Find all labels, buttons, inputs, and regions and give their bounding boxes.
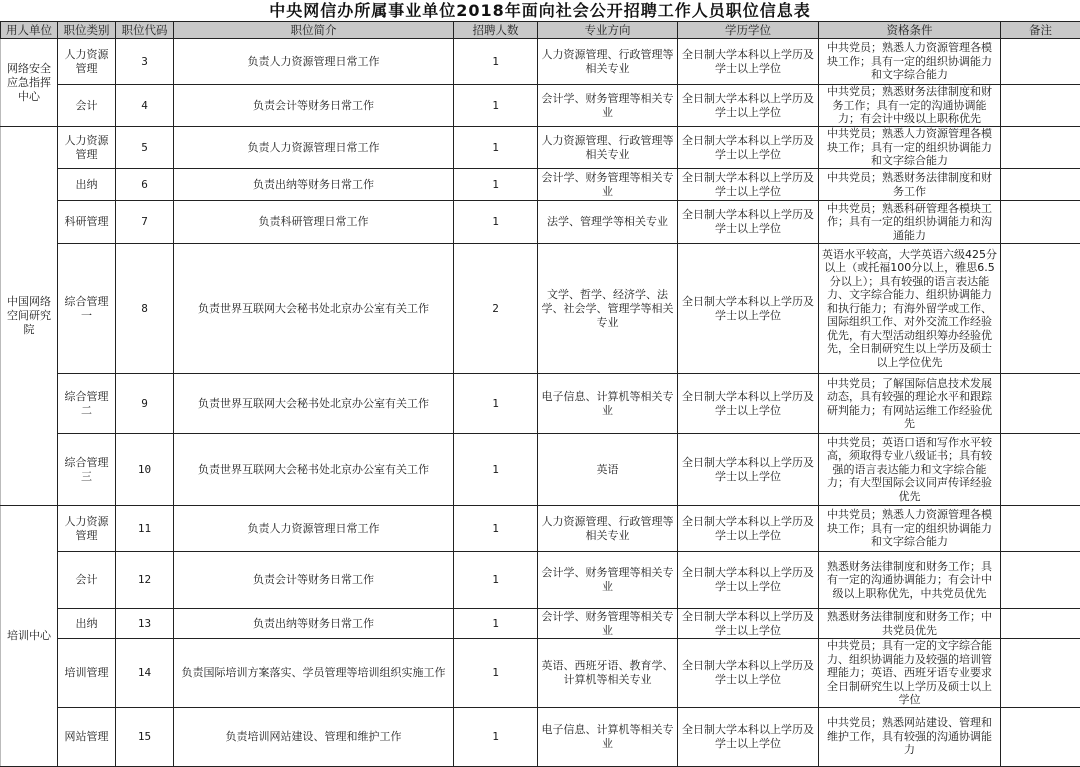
major-direction-cell: 人力资源管理、行政管理等相关专业 [538,39,678,85]
table-row [1,506,1080,552]
degree-requirement-cell: 全日制大学本科以上学历及学士以上学位 [678,609,819,639]
major-direction-cell: 会计学、财务管理等相关专业 [538,552,678,609]
remark-cell [1001,201,1080,244]
remark-cell [1001,707,1080,766]
employer-unit: 中国网络空间研究院 [1,127,58,506]
major-direction-cell: 文学、哲学、经济学、法学、社会学、管理学等相关专业 [538,244,678,374]
job-intro-cell: 负责世界互联网大会秘书处北京办公室有关工作 [174,434,454,506]
job-category-cell: 综合管理一 [58,244,116,374]
job-code-cell: 8 [116,244,174,374]
major-direction-cell: 法学、管理学等相关专业 [538,201,678,244]
table-row [1,434,1080,506]
job-code-cell: 14 [116,639,174,708]
job-code-cell: 13 [116,609,174,639]
qualification-cell: 中共党员；熟悉网站建设、管理和维护工作，具有较强的沟通协调能力 [819,707,1001,766]
header-remark: 备注 [1001,22,1080,39]
job-code-cell: 12 [116,552,174,609]
hire-count-cell: 1 [454,707,538,766]
job-code-cell: 6 [116,169,174,201]
header-degree: 学历学位 [678,22,819,39]
major-direction-cell: 电子信息、计算机等相关专业 [538,374,678,434]
job-category-cell: 会计 [58,552,116,609]
hire-count-cell: 1 [454,374,538,434]
degree-requirement-cell: 全日制大学本科以上学历及学士以上学位 [678,85,819,127]
hire-count-cell: 1 [454,434,538,506]
job-code-cell: 11 [116,506,174,552]
header-count: 招聘人数 [454,22,538,39]
degree-requirement-cell: 全日制大学本科以上学历及学士以上学位 [678,707,819,766]
qualification-cell: 中共党员；英语口语和写作水平较高，须取得专业八级证书；具有较强的语言表达能力和文字综合能力；有大型国际会议同声传译经验优先 [819,434,1001,506]
major-direction-cell: 英语 [538,434,678,506]
job-code-cell: 10 [116,434,174,506]
hire-count-cell: 1 [454,639,538,708]
qualification-cell: 熟悉财务法律制度和财务工作；具有一定的沟通协调能力；有会计中级以上职称优先，中共党员优先 [819,552,1001,609]
qualification-cell: 中共党员；熟悉人力资源管理各模块工作；具有一定的组织协调能力和文字综合能力 [819,506,1001,552]
remark-cell [1001,506,1080,552]
table-row [1,201,1080,244]
header-unit: 用人单位 [1,22,58,39]
major-direction-cell: 人力资源管理、行政管理等相关专业 [538,127,678,169]
remark-cell [1001,552,1080,609]
hire-count-cell: 1 [454,201,538,244]
degree-requirement-cell: 全日制大学本科以上学历及学士以上学位 [678,201,819,244]
hire-count-cell: 1 [454,39,538,85]
job-intro-cell: 负责出纳等财务日常工作 [174,169,454,201]
degree-requirement-cell: 全日制大学本科以上学历及学士以上学位 [678,244,819,374]
remark-cell [1001,244,1080,374]
hire-count-cell: 1 [454,506,538,552]
major-direction-cell: 会计学、财务管理等相关专业 [538,85,678,127]
job-intro-cell: 负责出纳等财务日常工作 [174,609,454,639]
job-category-cell: 培训管理 [58,639,116,708]
job-code-cell: 4 [116,85,174,127]
qualification-cell: 熟悉财务法律制度和财务工作；中共党员优先 [819,609,1001,639]
job-category-cell: 人力资源管理 [58,127,116,169]
table-row [1,707,1080,766]
job-category-cell: 综合管理二 [58,374,116,434]
job-code-cell: 15 [116,707,174,766]
degree-requirement-cell: 全日制大学本科以上学历及学士以上学位 [678,127,819,169]
job-code-cell: 3 [116,39,174,85]
table-row [1,244,1080,374]
degree-requirement-cell: 全日制大学本科以上学历及学士以上学位 [678,169,819,201]
job-category-cell: 综合管理三 [58,434,116,506]
table-row [1,169,1080,201]
header-code: 职位代码 [116,22,174,39]
table-row [1,39,1080,85]
job-intro-cell: 负责人力资源管理日常工作 [174,127,454,169]
employer-unit: 培训中心 [1,506,58,767]
job-intro-cell: 负责世界互联网大会秘书处北京办公室有关工作 [174,244,454,374]
remark-cell [1001,609,1080,639]
header-qualification: 资格条件 [819,22,1001,39]
hire-count-cell: 2 [454,244,538,374]
remark-cell [1001,85,1080,127]
hire-count-cell: 1 [454,169,538,201]
major-direction-cell: 会计学、财务管理等相关专业 [538,609,678,639]
job-category-cell: 出纳 [58,609,116,639]
job-code-cell: 5 [116,127,174,169]
job-category-cell: 人力资源管理 [58,39,116,85]
qualification-cell: 中共党员；熟悉人力资源管理各模块工作；具有一定的组织协调能力和文字综合能力 [819,127,1001,169]
remark-cell [1001,639,1080,708]
hire-count-cell: 1 [454,552,538,609]
degree-requirement-cell: 全日制大学本科以上学历及学士以上学位 [678,374,819,434]
degree-requirement-cell: 全日制大学本科以上学历及学士以上学位 [678,552,819,609]
job-intro-cell: 负责人力资源管理日常工作 [174,506,454,552]
page-title: 中央网信办所属事业单位2018年面向社会公开招聘工作人员职位信息表 [0,0,1080,21]
job-category-cell: 科研管理 [58,201,116,244]
qualification-cell: 中共党员；了解国际信息技术发展动态，具有较强的理论水平和跟踪研判能力；有网站运维工作经验优先 [819,374,1001,434]
degree-requirement-cell: 全日制大学本科以上学历及学士以上学位 [678,39,819,85]
table-row [1,374,1080,434]
qualification-cell: 中共党员；熟悉人力资源管理各模块工作；具有一定的组织协调能力和文字综合能力 [819,39,1001,85]
hire-count-cell: 1 [454,127,538,169]
employer-unit: 网络安全应急指挥中心 [1,39,58,127]
job-intro-cell: 负责会计等财务日常工作 [174,85,454,127]
degree-requirement-cell: 全日制大学本科以上学历及学士以上学位 [678,434,819,506]
qualification-cell: 中共党员；具有一定的文字综合能力、组织协调能力及较强的培训管理能力；英语、西班牙语专业要求全日制研究生以上学历及硕士以上学位 [819,639,1001,708]
hire-count-cell: 1 [454,85,538,127]
job-category-cell: 出纳 [58,169,116,201]
header-category: 职位类别 [58,22,116,39]
degree-requirement-cell: 全日制大学本科以上学历及学士以上学位 [678,506,819,552]
table-row [1,609,1080,639]
qualification-cell: 中共党员；熟悉财务法律制度和财务工作 [819,169,1001,201]
table-row [1,639,1080,708]
major-direction-cell: 会计学、财务管理等相关专业 [538,169,678,201]
job-intro-cell: 负责人力资源管理日常工作 [174,39,454,85]
major-direction-cell: 英语、西班牙语、教育学、计算机等相关专业 [538,639,678,708]
hire-count-cell: 1 [454,609,538,639]
qualification-cell: 中共党员；熟悉科研管理各模块工作；具有一定的组织协调能力和沟通能力 [819,201,1001,244]
job-intro-cell: 负责世界互联网大会秘书处北京办公室有关工作 [174,374,454,434]
table-row [1,552,1080,609]
header-major: 专业方向 [538,22,678,39]
job-intro-cell: 负责国际培训方案落实、学员管理等培训组织实施工作 [174,639,454,708]
table-row [1,127,1080,169]
job-code-cell: 9 [116,374,174,434]
remark-cell [1001,434,1080,506]
job-intro-cell: 负责会计等财务日常工作 [174,552,454,609]
job-intro-cell: 负责科研管理日常工作 [174,201,454,244]
remark-cell [1001,127,1080,169]
job-category-cell: 网站管理 [58,707,116,766]
job-intro-cell: 负责培训网站建设、管理和维护工作 [174,707,454,766]
qualification-cell: 中共党员；熟悉财务法律制度和财务工作；具有一定的沟通协调能力；有会计中级以上职称优先 [819,85,1001,127]
header-row [1,22,1080,39]
major-direction-cell: 电子信息、计算机等相关专业 [538,707,678,766]
major-direction-cell: 人力资源管理、行政管理等相关专业 [538,506,678,552]
remark-cell [1001,169,1080,201]
job-category-cell: 会计 [58,85,116,127]
job-info-table [0,21,1080,767]
qualification-cell: 英语水平较高，大学英语六级425分以上（或托福100分以上，雅思6.5分以上）；具有较强的语言表达能力、文字综合能力、组织协调能力和执行能力；有海外留学或工作、国际组织工作、对外交流工作经验优先，有大型活动组织筹办经验优先，全日制研究生以上学历及硕士以上学位优先 [819,244,1001,374]
job-category-cell: 人力资源管理 [58,506,116,552]
table-row [1,85,1080,127]
header-intro: 职位简介 [174,22,454,39]
remark-cell [1001,39,1080,85]
remark-cell [1001,374,1080,434]
degree-requirement-cell: 全日制大学本科以上学历及学士以上学位 [678,639,819,708]
job-code-cell: 7 [116,201,174,244]
